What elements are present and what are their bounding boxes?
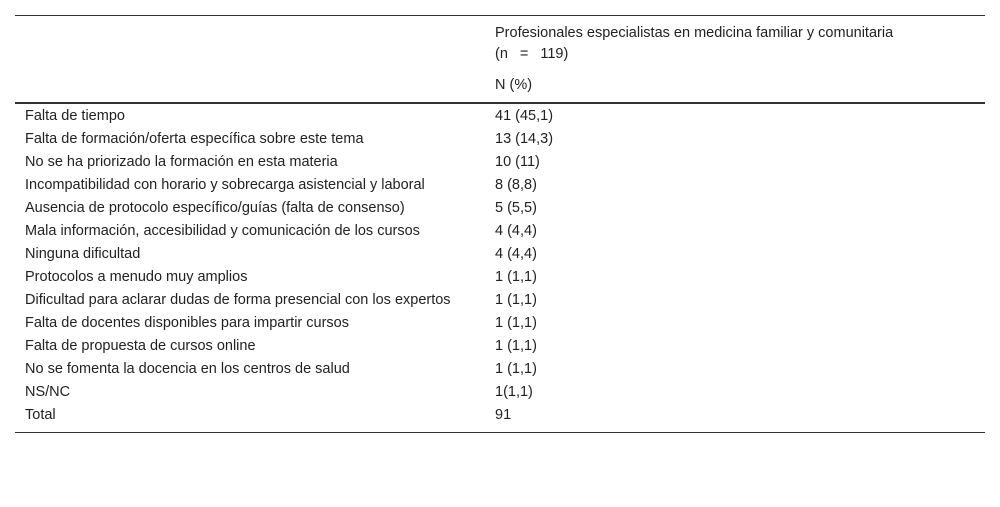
table-header bbox=[15, 16, 985, 104]
table-row bbox=[15, 381, 985, 404]
total-row bbox=[15, 404, 985, 433]
row-value: 1(1,1) bbox=[495, 384, 533, 400]
row-label: Protocolos a menudo muy amplios bbox=[25, 269, 248, 285]
table-row bbox=[15, 151, 985, 174]
row-label: Falta de docentes disponibles para impartir cursos bbox=[25, 315, 349, 331]
row-label: NS/NC bbox=[25, 384, 71, 400]
header-n-label: (n bbox=[495, 46, 508, 62]
row-label: Falta de formación/oferta específica sobre este tema bbox=[25, 131, 364, 147]
row-value: 8 (8,8) bbox=[495, 177, 537, 193]
row-label: Falta de tiempo bbox=[25, 108, 125, 124]
row-value: 4 (4,4) bbox=[495, 223, 537, 239]
row-label: Ninguna dificultad bbox=[25, 246, 141, 262]
table-row bbox=[15, 289, 985, 312]
row-value: 13 (14,3) bbox=[495, 131, 554, 147]
row-value: 1 (1,1) bbox=[495, 269, 537, 285]
header-empty-cell bbox=[15, 16, 485, 70]
header-n-value: 119) bbox=[540, 46, 569, 62]
table-row bbox=[15, 335, 985, 358]
header-n-equals: = bbox=[519, 46, 529, 62]
row-value: 41 (45,1) bbox=[495, 108, 554, 124]
header-empty-subcell bbox=[15, 69, 485, 103]
table-row bbox=[15, 103, 985, 128]
row-value: 4 (4,4) bbox=[495, 246, 537, 262]
row-label: Falta de propuesta de cursos online bbox=[25, 338, 256, 354]
row-label: Dificultad para aclarar dudas de forma presencial con los expertos bbox=[25, 292, 451, 308]
row-label: No se ha priorizado la formación en esta materia bbox=[25, 154, 338, 170]
row-value: 1 (1,1) bbox=[495, 338, 537, 354]
table-row bbox=[15, 128, 985, 151]
results-table-container bbox=[15, 15, 985, 433]
row-label: Ausencia de protocolo específico/guías (falta de consenso) bbox=[25, 200, 405, 216]
table-row bbox=[15, 312, 985, 335]
total-label: Total bbox=[15, 404, 485, 433]
header-value-label: N (%) bbox=[485, 69, 985, 103]
row-value: 1 (1,1) bbox=[495, 315, 537, 331]
table-row bbox=[15, 266, 985, 289]
table-row bbox=[15, 220, 985, 243]
total-value: 91 bbox=[485, 404, 985, 433]
table-row bbox=[15, 197, 985, 220]
difficulties-table bbox=[15, 15, 985, 433]
row-label: Mala información, accesibilidad y comunicación de los cursos bbox=[25, 223, 420, 239]
row-label: Incompatibilidad con horario y sobrecarga asistencial y laboral bbox=[25, 177, 425, 193]
row-value: 5 (5,5) bbox=[495, 200, 537, 216]
table-body bbox=[15, 103, 985, 433]
row-value: 1 (1,1) bbox=[495, 361, 537, 377]
header-group-label: Profesionales especialistas en medicina familiar y comunitaria bbox=[495, 25, 894, 41]
table-row bbox=[15, 243, 985, 266]
header-sample-size bbox=[495, 44, 975, 65]
header-group-cell bbox=[485, 16, 985, 70]
table-row bbox=[15, 174, 985, 197]
table-row bbox=[15, 358, 985, 381]
row-value: 1 (1,1) bbox=[495, 292, 537, 308]
row-value: 10 (11) bbox=[495, 154, 540, 170]
row-label: No se fomenta la docencia en los centros de salud bbox=[25, 361, 350, 377]
